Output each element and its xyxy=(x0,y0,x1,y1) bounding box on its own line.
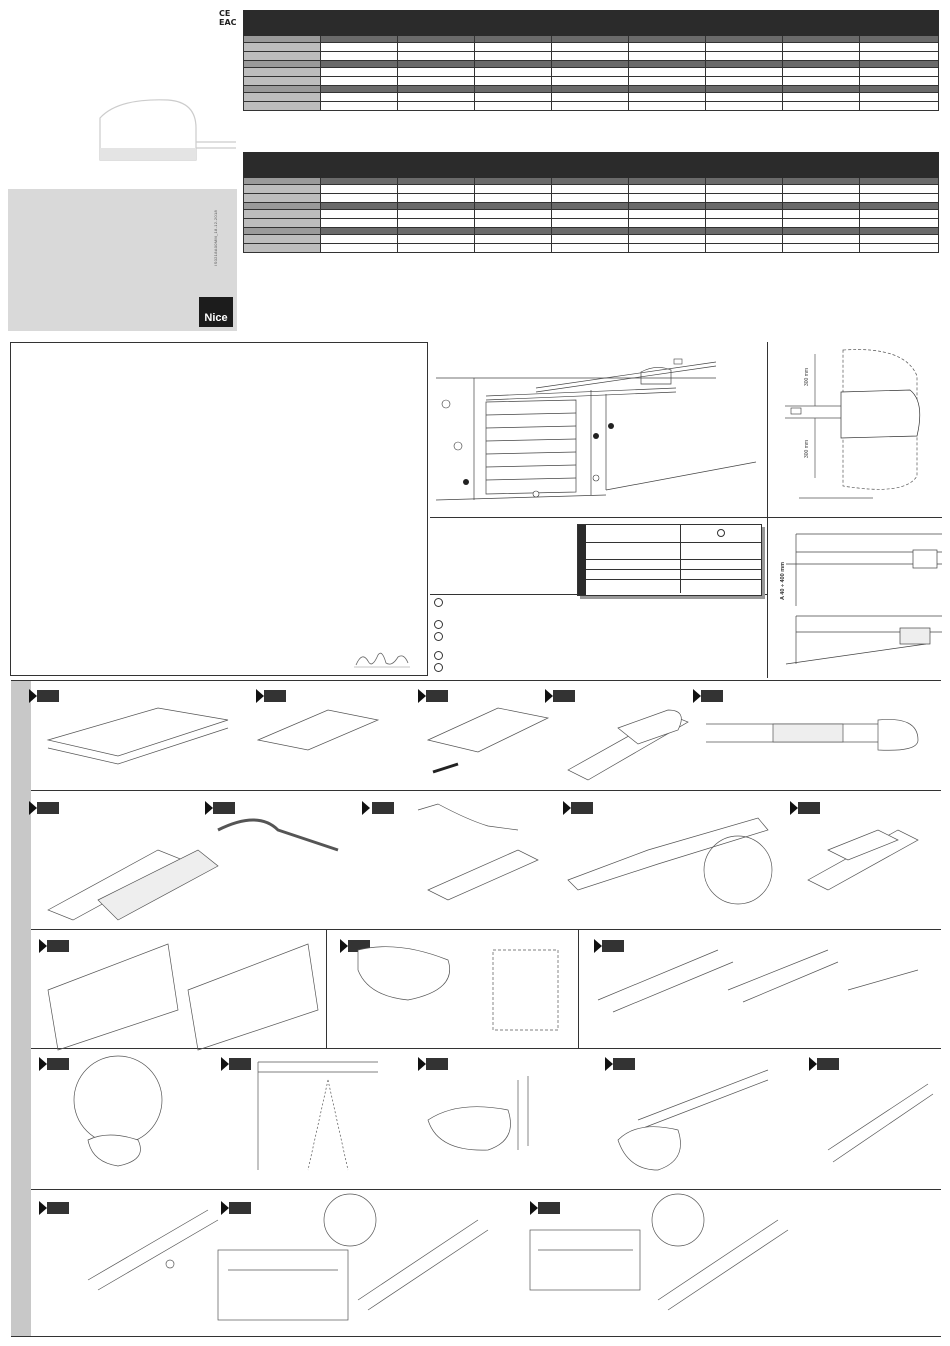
divider xyxy=(430,517,767,518)
dim-top-label: 300 mm xyxy=(804,367,810,386)
ce-mark: CE xyxy=(219,9,231,18)
list-marker xyxy=(434,663,443,672)
screw-icon xyxy=(717,529,725,537)
parts-table xyxy=(577,524,762,596)
divider xyxy=(767,342,768,678)
declaration-box xyxy=(10,342,428,676)
dim-a-label: A 40 ÷ 400 mm xyxy=(780,562,786,600)
step-arrow-icon xyxy=(29,801,37,815)
spec-table-1 xyxy=(243,10,939,111)
spec-table-2 xyxy=(243,152,939,253)
motor-outline-illustration xyxy=(98,98,238,168)
list-marker xyxy=(434,651,443,660)
clearance-diagram xyxy=(776,522,944,674)
eac-mark: EAC xyxy=(219,18,237,27)
certification-marks xyxy=(219,9,237,27)
list-marker xyxy=(434,598,443,607)
dimension-diagram xyxy=(785,346,940,512)
signature xyxy=(352,647,412,671)
nice-logo: Nice xyxy=(199,297,233,327)
divider xyxy=(11,680,941,681)
list-marker xyxy=(434,620,443,629)
divider xyxy=(767,517,942,518)
step-arrow-icon xyxy=(29,689,37,703)
list-marker xyxy=(434,632,443,641)
garage-installation-diagram xyxy=(436,350,761,510)
steps-side-band xyxy=(11,681,31,1336)
divider xyxy=(11,1336,941,1337)
dim-bottom-label: 300 mm xyxy=(804,439,810,458)
document-code: IS0218A00MM_18-12-2018 xyxy=(213,210,218,266)
step-illustrations xyxy=(38,700,938,1330)
